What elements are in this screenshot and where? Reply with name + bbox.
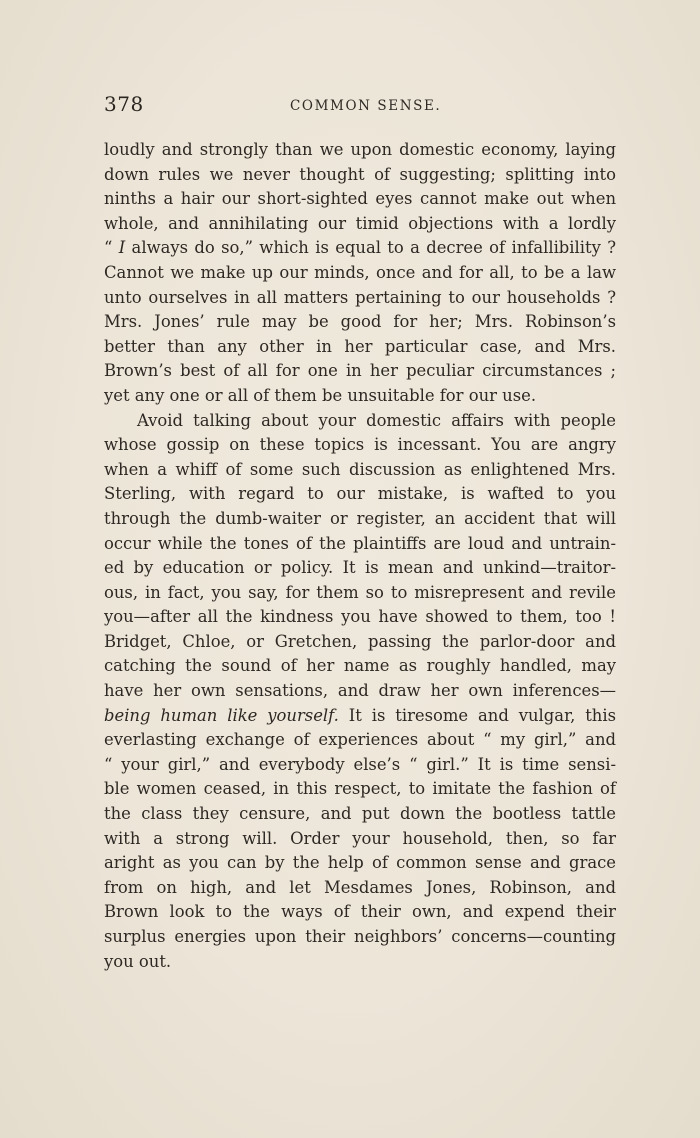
text-segment: loudly and strongly than we upon domestic economy, laying bbox=[104, 140, 616, 159]
text-line bbox=[104, 556, 616, 581]
text-line bbox=[104, 876, 616, 901]
body-text bbox=[104, 138, 616, 974]
text-line bbox=[104, 777, 616, 802]
text-segment: Mrs. Jones’ rule may be good for her; Mrs. Robinson’s bbox=[104, 312, 616, 332]
text-line bbox=[104, 335, 616, 360]
text-segment: unto ourselves in all matters pertaining to our households ? bbox=[104, 287, 616, 307]
text-segment: with a strong will. Order your household, then, so far bbox=[104, 828, 616, 848]
running-head: COMMON SENSE. bbox=[290, 98, 442, 114]
text-segment: the class they censure, and put down the bootless tattle bbox=[104, 804, 616, 824]
text-segment: whole, and annihilating our timid objections with a lordly bbox=[104, 213, 616, 233]
text-line bbox=[104, 925, 616, 950]
text-segment: yet any one or all of them be unsuitable for our use. bbox=[104, 385, 537, 405]
text-line bbox=[104, 384, 616, 409]
text-segment: Avoid talking about your domestic affairs with people bbox=[137, 410, 616, 430]
text-line bbox=[104, 409, 616, 434]
text-segment: ble women ceased, in this respect, to imitate the fashion of bbox=[104, 779, 616, 799]
text-line bbox=[104, 679, 616, 704]
text-segment: “ your girl,” and everybody else’s “ girl.” It is time sensi- bbox=[104, 754, 616, 774]
text-line bbox=[104, 950, 616, 975]
text-segment: Bridget, Chloe, or Gretchen, passing the parlor-door and bbox=[104, 631, 616, 651]
text-segment: Cannot we make up our minds, once and for all, to be a law bbox=[104, 262, 616, 282]
text-line bbox=[104, 827, 616, 852]
text-segment: Brown’s best of all for one in her peculiar circumstances ; bbox=[104, 361, 616, 381]
page-header bbox=[104, 92, 614, 122]
text-segment: you—after all the kindness you have showed to them, too ! bbox=[104, 607, 616, 627]
text-segment: surplus energies upon their neighbors’ concerns—counting bbox=[104, 927, 616, 946]
text-segment: down rules we never thought of suggesting; splitting into bbox=[104, 164, 616, 184]
text-segment: always do so,” which is equal to a decree of infallibility ? bbox=[125, 238, 617, 258]
text-segment: aright as you can by the help of common sense and grace bbox=[104, 853, 616, 873]
text-segment: better than any other in her particular case, and Mrs. bbox=[104, 336, 616, 356]
text-segment: ous, in fact, you say, for them so to misrepresent and revile bbox=[104, 582, 616, 602]
text-segment: from on high, and let Mesdames Jones, Robinson, and bbox=[104, 877, 616, 897]
text-line bbox=[104, 310, 616, 335]
text-line bbox=[104, 212, 616, 237]
text-line bbox=[104, 802, 616, 827]
text-segment: ninths a hair our short-sighted eyes cannot make out when bbox=[104, 189, 616, 209]
text-segment: It is tiresome and vulgar, this bbox=[338, 705, 617, 725]
text-segment: whose gossip on these topics is incessant. You are angry bbox=[104, 435, 616, 455]
page-number: 378 bbox=[104, 92, 144, 116]
text-line bbox=[104, 704, 616, 729]
text-line bbox=[104, 433, 616, 458]
text-line bbox=[104, 261, 616, 286]
text-segment: through the dumb-waiter or register, an accident that will bbox=[104, 508, 616, 528]
text-line bbox=[104, 286, 616, 311]
text-line bbox=[104, 900, 616, 925]
text-line bbox=[104, 581, 616, 606]
text-line bbox=[104, 605, 616, 630]
text-line bbox=[104, 359, 616, 384]
text-segment: when a whiff of some such discussion as enlightened Mrs. bbox=[104, 459, 616, 479]
text-segment: Brown look to the ways of their own, and expend their bbox=[104, 902, 616, 922]
text-line bbox=[104, 753, 616, 778]
text-segment: catching the sound of her name as roughly handled, may bbox=[104, 656, 616, 676]
text-line bbox=[104, 851, 616, 876]
text-line bbox=[104, 482, 616, 507]
text-segment: Sterling, with regard to our mistake, is wafted to you bbox=[104, 484, 616, 504]
text-line bbox=[104, 236, 616, 261]
text-segment: “ bbox=[104, 238, 119, 258]
italic-text: being human like yourself. bbox=[104, 705, 339, 725]
text-line bbox=[104, 728, 616, 753]
text-segment: everlasting exchange of experiences about “ my girl,” and bbox=[104, 730, 616, 750]
text-segment: you out. bbox=[104, 951, 172, 971]
text-segment: ed by education or policy. It is mean and unkind—traitor- bbox=[104, 558, 616, 578]
text-line bbox=[104, 187, 616, 212]
text-line bbox=[104, 138, 616, 163]
italic-text: I bbox=[118, 238, 126, 258]
text-line bbox=[104, 163, 616, 188]
text-line bbox=[104, 532, 616, 557]
text-line bbox=[104, 654, 616, 679]
text-segment: occur while the tones of the plaintiffs are loud and untrain- bbox=[104, 533, 616, 553]
text-segment: have her own sensations, and draw her own inferences— bbox=[104, 681, 616, 701]
text-line bbox=[104, 630, 616, 655]
text-line bbox=[104, 507, 616, 532]
text-line bbox=[104, 458, 616, 483]
